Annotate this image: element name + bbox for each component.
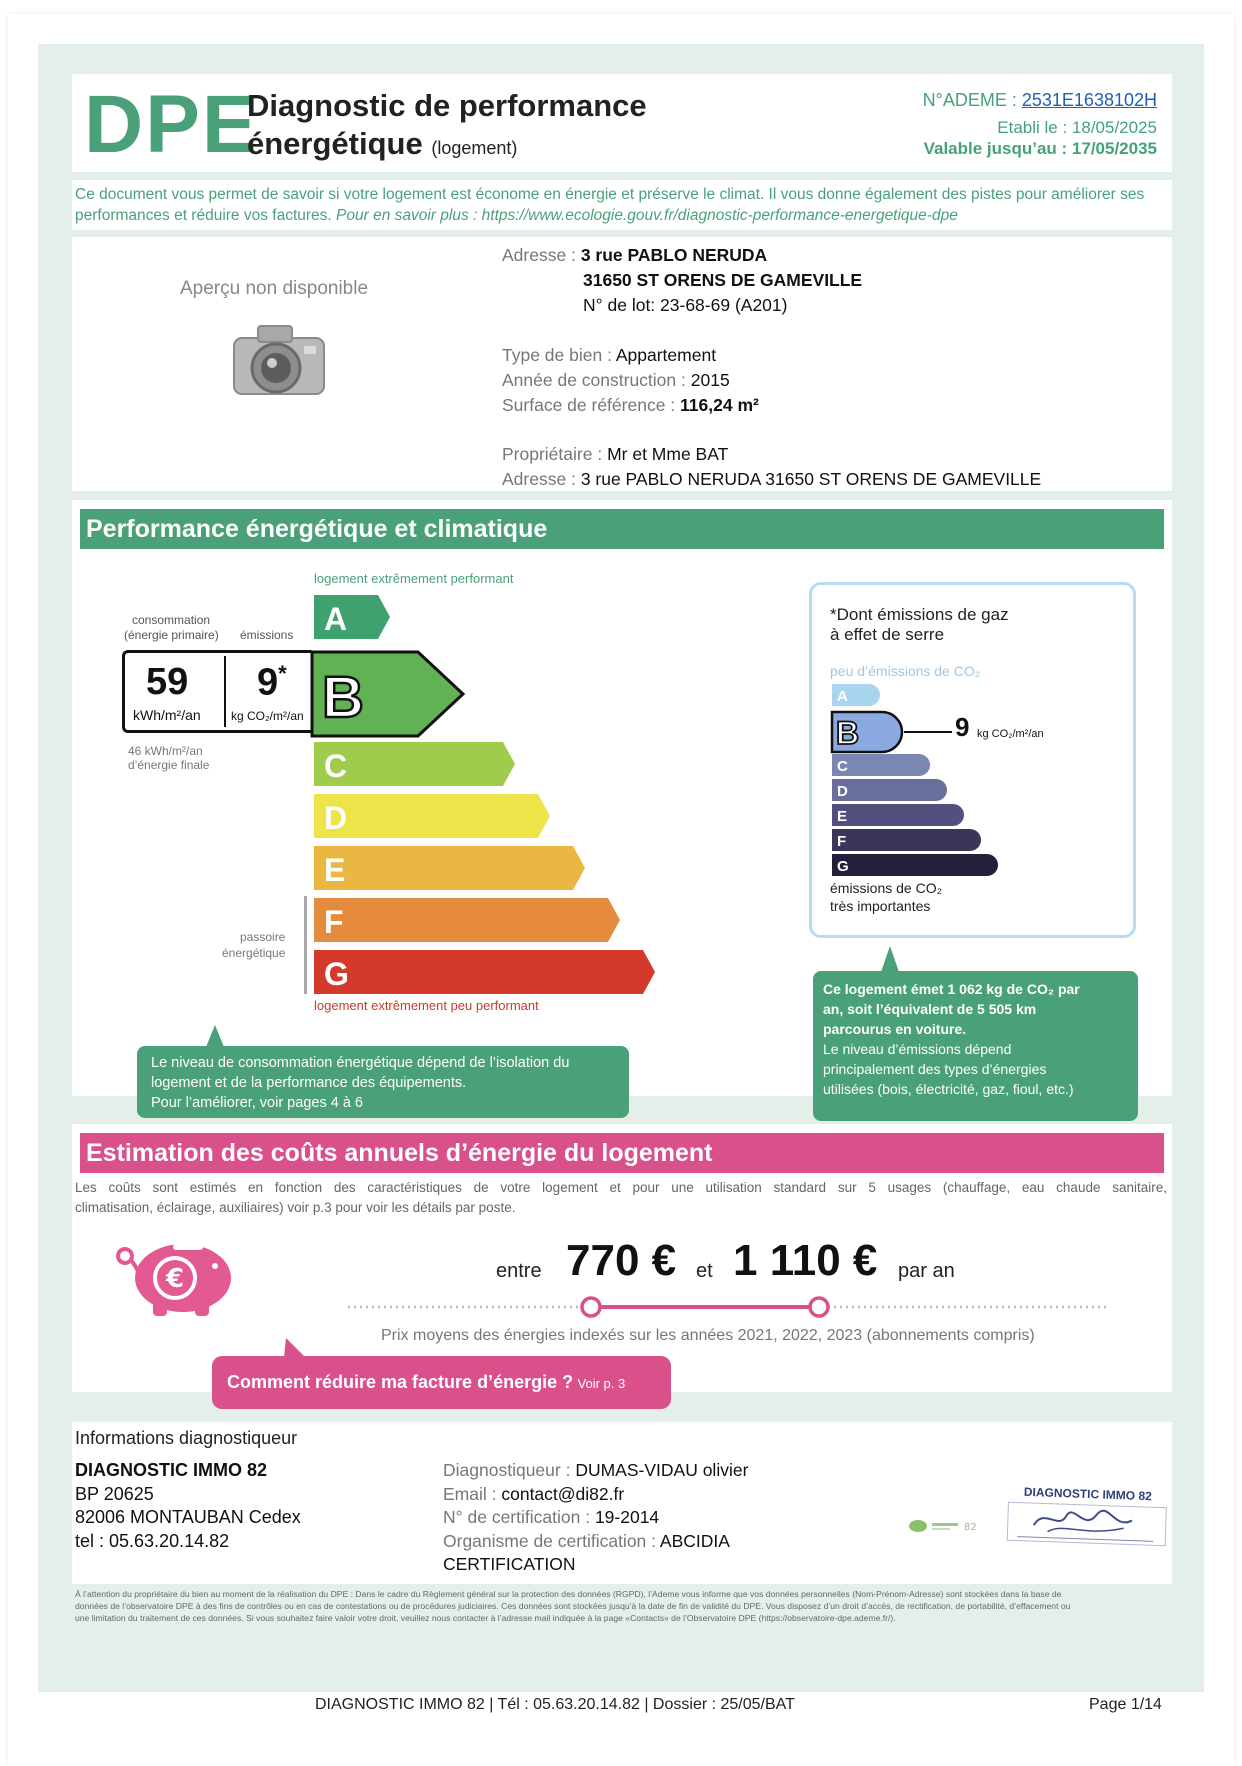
bubble-right-bold-2: an, soit l’équivalent de 5 505 km <box>823 1001 1037 1017</box>
cost-between-label: entre <box>496 1260 542 1282</box>
diagnostician-details <box>443 1459 748 1577</box>
valid-until-date: Valable jusqu’au : 17/05/2035 <box>923 139 1157 158</box>
consumption-info-bubble <box>137 1046 629 1118</box>
cost-min: 770 € <box>566 1236 677 1285</box>
legal-notice <box>75 1588 1070 1624</box>
costs-section-title: Estimation des coûts annuels d’énergie du logement <box>80 1133 1164 1173</box>
consumption-label-1: consommation <box>132 613 211 627</box>
svg-text:€: € <box>165 1264 185 1294</box>
cost-per-year: par an <box>898 1260 955 1282</box>
costs-intro <box>75 1178 1167 1218</box>
svg-text:B: B <box>322 665 364 730</box>
type-label: Type de bien : <box>502 345 612 365</box>
bubble-left-line-1: Le niveau de consommation énergétique dépend de l’isolation du <box>151 1055 570 1071</box>
certification-value: 19-2014 <box>594 1507 660 1527</box>
year-row <box>502 368 1041 393</box>
consumption-unit: kWh/m²/an <box>133 707 201 723</box>
spacer <box>502 418 1041 442</box>
energy-class-d <box>314 794 550 838</box>
ghg-title-1: *Dont émissions de gaz <box>830 605 1009 624</box>
title-subtitle: (logement) <box>431 138 518 158</box>
established-date: Etabli le : 18/05/2025 <box>997 118 1157 137</box>
page-number: Page 1/14 <box>1089 1696 1162 1713</box>
bottom-performance-label: logement extrêmement peu performant <box>314 998 539 1013</box>
svg-text:A: A <box>324 601 348 637</box>
piggy-bank-icon <box>115 1234 240 1322</box>
property-details <box>502 243 1041 492</box>
ademe-number-link[interactable]: 2531E1638102H <box>1021 90 1157 110</box>
svg-text:F: F <box>324 904 344 940</box>
emissions-label: émissions <box>240 628 294 642</box>
energy-class-f <box>314 898 620 942</box>
legal-line-1: À l’attention du propriétaire du bien au moment de la réalisation du DPE : Dans le cadre du Règlement général sur la protection des données (RGPD), l’Ademe vous informe que vos données personnelles (Nom-Prénom-Adresse) sont stockées dans la base de <box>75 1589 1062 1599</box>
bubble-pointer-right <box>881 946 899 972</box>
svg-text:A: A <box>837 688 848 705</box>
ademe-label: N°ADEME : <box>922 90 1017 110</box>
costs-intro-line-1: Les coûts sont estimés en fonction des caractéristiques de votre logement et pour une utilisation standard sur 5 usages (chauffage, eau chaude sanitaire, <box>75 1180 1167 1195</box>
ghg-bottom-label-1: émissions de CO₂ <box>830 880 943 896</box>
surface-row <box>502 393 1041 418</box>
energy-class-e <box>314 846 585 890</box>
ghg-class-f <box>832 829 981 851</box>
year-value: 2015 <box>690 370 730 390</box>
ghg-bottom-label-2: très importantes <box>830 898 931 914</box>
email-row <box>443 1483 748 1507</box>
ademe-number-row <box>923 90 1157 111</box>
svg-text:C: C <box>837 758 848 775</box>
type-value: Appartement <box>615 345 717 365</box>
surface-label: Surface de référence : <box>502 395 676 415</box>
email-label: Email : <box>443 1483 497 1504</box>
ghg-class-e <box>832 804 964 826</box>
ghg-unit: kg CO₂/m²/an <box>977 728 1044 740</box>
legal-line-3: une limitation du traitement de ces données. Si vous souhaitez faire valoir votre droit, veuillez nous contacter à l’adresse mail indiquée à la page «Contacts» de l’Observatoire DPE (https://observatoire-dpe.ademe.fr/). <box>75 1613 896 1623</box>
costs-intro-line-2: climatisation, éclairage, auxiliaires) voir p.3 pour voir les détails par poste. <box>75 1200 516 1215</box>
emissions-value: 9 <box>257 661 279 704</box>
reduce-bubble-pointer <box>284 1338 306 1358</box>
svg-text:82: 82 <box>964 1522 977 1533</box>
ghg-value: 9 <box>955 712 970 742</box>
photo-placeholder-text: Aperçu non disponible <box>180 278 369 299</box>
ghg-top-label: peu d’émissions de CO₂ <box>830 663 981 679</box>
owner-row <box>502 442 1041 467</box>
bubble-right-line-1: Le niveau d’émissions dépend <box>823 1041 1012 1057</box>
dpe-logo: DPE <box>84 79 259 170</box>
intro-link[interactable]: Pour en savoir plus : https://www.ecologie.gouv.fr/diagnostic-performance-energetique-dpe <box>336 207 958 224</box>
owner-value: Mr et Mme BAT <box>607 444 729 464</box>
address-line1: 3 rue PABLO NERUDA <box>580 245 768 265</box>
owner-address-row <box>502 467 1041 492</box>
owner-address-label: Adresse : <box>502 469 576 489</box>
ghg-class-b-current <box>832 712 952 752</box>
diagnostician-name-row <box>443 1459 748 1483</box>
intro-line-2a: performances et réduire vos factures. <box>75 207 332 224</box>
svg-text:G: G <box>837 858 849 875</box>
bubble-right-line-2: principalement des types d’énergies <box>823 1061 1047 1077</box>
energy-class-b-current <box>312 652 463 736</box>
bubble-left-line-2: logement et de la performance des équipements. <box>151 1075 467 1091</box>
certification-row <box>443 1506 748 1530</box>
emissions-value-row <box>257 661 287 705</box>
svg-text:F: F <box>837 833 847 850</box>
bubble-left-line-3: Pour l’améliorer, voir pages 4 à 6 <box>151 1095 363 1111</box>
svg-text:E: E <box>324 852 346 888</box>
certification-logo-icon <box>908 1518 984 1538</box>
address-label: Adresse : <box>502 245 576 265</box>
ghg-class-a <box>832 684 880 706</box>
address-row <box>502 243 1041 268</box>
company-po-box: BP 20625 <box>75 1483 154 1504</box>
organism-value-2: CERTIFICATION <box>443 1554 576 1574</box>
reduce-bill-button[interactable] <box>212 1356 671 1409</box>
intro-line-1: Ce document vous permet de savoir si votre logement est économe en énergie et préserve le climat. Il vous donne également des pistes pour améliorer ses <box>75 186 1145 203</box>
svg-text:B: B <box>836 715 860 751</box>
diagnostician-section-label: Informations diagnostiqueur <box>75 1428 298 1448</box>
reduce-bill-label: Comment réduire ma facture d’énergie ? <box>227 1372 574 1392</box>
stamp-text: DIAGNOSTIC IMMO 82 <box>1023 1484 1153 1504</box>
year-label: Année de construction : <box>502 370 686 390</box>
footer-info: DIAGNOSTIC IMMO 82 | Tél : 05.63.20.14.82 | Dossier : 25/05/BAT <box>315 1696 795 1713</box>
svg-text:C: C <box>324 748 348 784</box>
ghg-class-c <box>832 754 930 776</box>
svg-text:G: G <box>324 956 349 992</box>
company-stamp <box>1003 1484 1171 1552</box>
final-energy-1: 46 kWh/m²/an <box>128 744 203 758</box>
emissions-star: * <box>278 661 287 686</box>
organism-value: ABCIDIA <box>659 1530 730 1551</box>
bubble-right-line-3: utilisées (bois, électricité, gaz, fioul, etc.) <box>823 1081 1074 1097</box>
consumption-value: 59 <box>146 661 189 703</box>
reduce-bill-link[interactable]: Voir p. 3 <box>577 1376 626 1391</box>
emissions-info-bubble <box>813 971 1138 1121</box>
bubble-right-bold-3: parcourus en voiture. <box>823 1021 967 1037</box>
intro-line-2 <box>75 205 1144 226</box>
company-block <box>75 1459 301 1553</box>
diagnostician-name: DUMAS-VIDAU olivier <box>575 1460 749 1480</box>
diagnostician-name-label: Diagnostiqueur : <box>443 1460 571 1480</box>
ghg-title-2: à effet de serre <box>830 625 945 644</box>
energy-class-c <box>314 742 515 786</box>
legal-line-2: données de l’observatoire DPE à des fins de contrôles ou en cas de contestations ou de procédures judiciaires. Ces données sont stockées jusqu’à la date de fin de validité du DPE. Vous disposez d’un droit d’accès, de rectification, de portabilité, d’effacement ou <box>75 1601 1071 1611</box>
title-word: énergétique <box>247 126 423 161</box>
owner-address-value: 3 rue PABLO NERUDA 31650 ST ORENS DE GAMEVILLE <box>580 469 1042 489</box>
camera-icon <box>230 318 330 408</box>
prices-note: Prix moyens des énergies indexés sur les années 2021, 2022, 2023 (abonnements compris) <box>381 1327 1035 1344</box>
document-title-line1: Diagnostic de performance <box>247 88 647 123</box>
surface-value: 116,24 m² <box>680 395 759 415</box>
energy-class-scale <box>310 590 680 1000</box>
values-divider <box>224 656 226 727</box>
bubble-pointer-left <box>206 1025 224 1047</box>
passoire-label-1: passoire <box>240 930 286 944</box>
ghg-class-g <box>832 854 998 876</box>
organism-row <box>443 1530 748 1554</box>
passoire-bracket <box>304 896 307 994</box>
cost-max: 1 110 € <box>733 1236 878 1285</box>
company-city: 82006 MONTAUBAN Cedex <box>75 1507 301 1527</box>
svg-text:D: D <box>324 800 348 836</box>
top-performance-label: logement extrêmement performant <box>314 571 514 586</box>
organism-label: Organisme de certification : <box>443 1530 657 1551</box>
passoire-label-2: énergétique <box>222 946 286 960</box>
lot-number: N° de lot: 23-68-69 (A201) <box>583 295 788 315</box>
bubble-right-bold-1: Ce logement émet 1 062 kg de CO₂ par <box>823 981 1080 997</box>
intro-text <box>75 184 1144 226</box>
emissions-unit: kg CO₂/m²/an <box>231 709 304 723</box>
email-value[interactable]: contact@di82.fr <box>501 1483 625 1504</box>
cost-range-scale <box>346 1294 1111 1320</box>
type-row <box>502 343 1041 368</box>
cost-and-label: et <box>696 1260 713 1282</box>
performance-section-title: Performance énergétique et climatique <box>80 509 1164 549</box>
energy-class-g <box>314 950 655 994</box>
svg-text:D: D <box>837 783 848 800</box>
certification-label: N° de certification : <box>443 1507 591 1527</box>
energy-class-a <box>314 595 390 639</box>
address-line2: 31650 ST ORENS DE GAMEVILLE <box>583 270 863 290</box>
final-energy-2: d’énergie finale <box>128 758 210 772</box>
company-phone: tel : 05.63.20.14.82 <box>75 1530 230 1551</box>
document-title-line2 <box>247 126 517 162</box>
consumption-label-2: (énergie primaire) <box>124 628 219 642</box>
address-line2-row <box>502 268 1041 293</box>
ghg-class-d <box>832 779 947 801</box>
company-name: DIAGNOSTIC IMMO 82 <box>75 1460 268 1480</box>
spacer <box>502 318 1041 343</box>
owner-label: Propriétaire : <box>502 444 603 464</box>
svg-text:E: E <box>837 808 848 825</box>
signature-icon <box>1003 1498 1171 1550</box>
